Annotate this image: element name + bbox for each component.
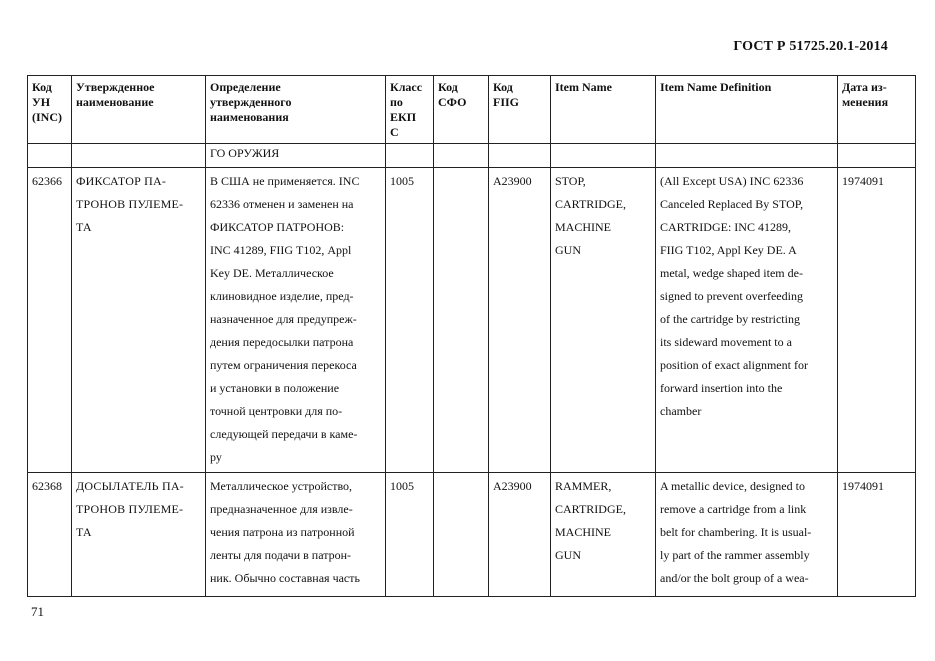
approved-name: ДОСЫЛАТЕЛЬ ПА- ТРОНОВ ПУЛЕМЕ- ТА xyxy=(72,473,206,597)
sfo-code xyxy=(434,473,489,597)
table-row xyxy=(28,473,916,597)
header-approved-name: Утвержденное наименование xyxy=(72,76,206,144)
class-code: 1005 xyxy=(386,473,434,597)
item-name-definition: (All Except USA) INC 62336 Canceled Replaced By STOP, CARTRIDGE: INC 41289, FIIG T102, Appl Key DE. A metal, wedge shaped item de- signed to prevent overfeeding of the cartridge by restricting its sideward movement to a position of exact alignment for forward insertion into the chamber xyxy=(656,168,838,473)
table-cell xyxy=(434,144,489,168)
table-row xyxy=(28,168,916,473)
table-cell xyxy=(551,144,656,168)
definition: Металлическое устройство, предназначенное для извле- чения патрона из патронной ленты для подачи в патрон- ник. Обычно составная часть xyxy=(206,473,386,597)
header-change-date: Дата из- менения xyxy=(838,76,916,144)
table-cell xyxy=(656,144,838,168)
continuation-text: ГО ОРУЖИЯ xyxy=(206,144,386,168)
table-cell xyxy=(386,144,434,168)
fiig-code: A23900 xyxy=(489,473,551,597)
header-sfo: Код СФО xyxy=(434,76,489,144)
definition: В США не применяется. INC 62336 отменен и заменен на ФИКСАТОР ПАТРОНОВ: INC 41289, FIIG Т102, Appl Key DE. Металлическое клиновидное изделие, пред- назначенное для предупреж- дения передосылки патрона путем ограничения перекоса и установки в положение точной центровки для по- следующей передачи в каме- ру xyxy=(206,168,386,473)
item-name: STOP, CARTRIDGE, MACHINE GUN xyxy=(551,168,656,473)
item-name-definition: A metallic device, designed to remove a cartridge from a link belt for chambering. It is usual- ly part of the rammer assembly and/or the bolt group of a wea- xyxy=(656,473,838,597)
page-number: 71 xyxy=(31,604,44,619)
header-item-name: Item Name xyxy=(551,76,656,144)
header-fiig: Код FIIG xyxy=(489,76,551,144)
sfo-code xyxy=(434,168,489,473)
header-row xyxy=(28,76,916,144)
change-date: 1974091 xyxy=(838,473,916,597)
inc-code: 62368 xyxy=(28,473,72,597)
header-definition: Определение утвержденного наименования xyxy=(206,76,386,144)
continuation-row xyxy=(28,144,916,168)
table-cell xyxy=(28,144,72,168)
nomenclature-table xyxy=(27,75,916,597)
document-title: ГОСТ Р 51725.20.1-2014 xyxy=(733,39,888,54)
header-inc: Код УН (INC) xyxy=(28,76,72,144)
change-date: 1974091 xyxy=(838,168,916,473)
fiig-code: A23900 xyxy=(489,168,551,473)
inc-code: 62366 xyxy=(28,168,72,473)
header-class: Класс по ЕКП С xyxy=(386,76,434,144)
item-name: RAMMER, CARTRIDGE, MACHINE GUN xyxy=(551,473,656,597)
class-code: 1005 xyxy=(386,168,434,473)
table-cell xyxy=(489,144,551,168)
table-cell xyxy=(838,144,916,168)
table-cell xyxy=(72,144,206,168)
approved-name: ФИКСАТОР ПА- ТРОНОВ ПУЛЕМЕ- ТА xyxy=(72,168,206,473)
header-item-name-definition: Item Name Definition xyxy=(656,76,838,144)
